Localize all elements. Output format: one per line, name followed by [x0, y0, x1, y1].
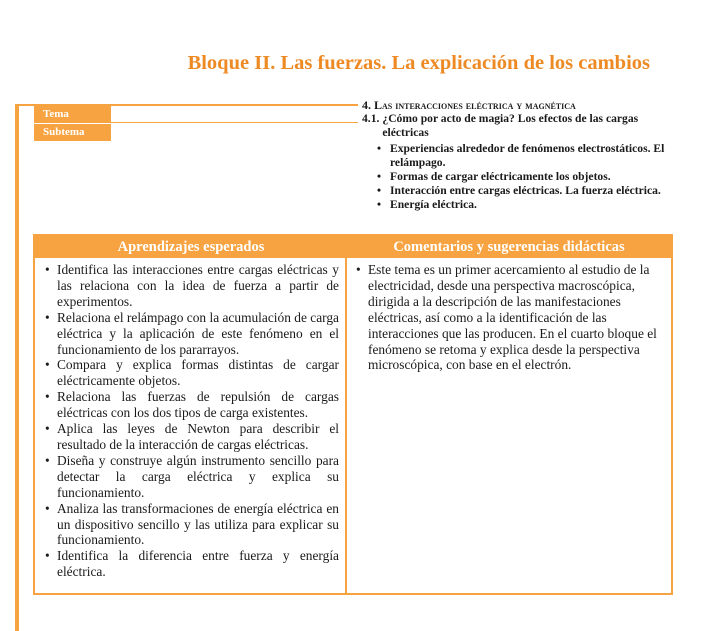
tema-label: Tema — [34, 106, 111, 123]
subtema-item: • Interacción entre cargas eléctricas. La fuerza eléctrica. — [377, 184, 676, 198]
learning-table — [33, 234, 673, 595]
aprendizaje-item: • Aplica las leyes de Newton para describir el resultado de la interacción de cargas eléctricas. — [45, 421, 339, 453]
comentarios-list — [356, 262, 665, 373]
subtema-list — [362, 142, 676, 213]
comentario-item: • Este tema es un primer acercamiento al estudio de la electricidad, desde una perspectiva macroscópica, dirigida a la descripción de las manifestaciones eléctricas, así como a la identificación de las interacciones que las producen. En el cuarto bloque el fenómeno se retoma y explica desde la perspectiva microscópica, con base en el electrón. — [356, 262, 665, 373]
aprendizaje-item: • Analiza las transformaciones de energía eléctrica en un dispositivo sencillo y las utiliza para explicar su funcionamiento. — [45, 501, 339, 549]
title-bloque-text: . Las fuerzas. La explicación de los cambios — [270, 52, 650, 74]
table-header-row — [35, 236, 671, 258]
aprendizajes-column — [35, 258, 347, 593]
table-header-aprendizajes: Aprendizajes esperados — [117, 239, 265, 255]
table-body — [35, 258, 671, 593]
page-title — [160, 52, 650, 75]
tema-text: 4. Las interacciones eléctrica y magnética — [362, 98, 576, 112]
comentarios-column — [347, 258, 671, 593]
subtema-title: ¿Cómo por acto de magia? Los efectos de las cargas eléctricas — [382, 112, 639, 140]
subtema-heading — [362, 112, 676, 140]
topic-info — [362, 98, 676, 213]
tema-underline-rule — [111, 122, 358, 123]
aprendizaje-item: • Compara y explica formas distintas de cargar eléctricamente objetos. — [45, 357, 339, 389]
aprendizaje-item: • Relaciona el relámpago con la acumulación de carga eléctrica y la aplicación de este fenómeno en el funcionamiento de los pararrayos. — [45, 310, 339, 358]
aprendizaje-item: • Relaciona las fuerzas de repulsión de cargas eléctricas con los dos tipos de carga existentes. — [45, 389, 339, 421]
subtema-item: • Experiencias alrededor de fenómenos electrostáticos. El relámpago. — [377, 142, 676, 170]
aprendizaje-item: • Diseña y construye algún instrumento sencillo para detectar la carga eléctrica y explica su funcionamiento. — [45, 453, 339, 501]
subtema-item: • Formas de cargar eléctricamente los objetos. — [377, 170, 676, 184]
left-accent-rule — [15, 104, 19, 631]
aprendizaje-item: • Identifica las interacciones entre cargas eléctricas y las relaciona con la idea de fuerza a partir de experimentos. — [45, 262, 339, 310]
subtema-label: Subtema — [34, 124, 111, 141]
table-header-comentarios: Comentarios y sugerencias didácticas — [393, 239, 625, 255]
title-bloque-number: II — [254, 52, 271, 74]
subtema-number: 4.1. — [362, 112, 380, 126]
subtema-item: • Energía eléctrica. — [377, 198, 676, 212]
aprendizajes-list — [45, 262, 339, 580]
title-bloque-word: Bloque — [187, 52, 250, 74]
aprendizaje-item: • Identifica la diferencia entre fuerza y energía eléctrica. — [45, 548, 339, 580]
